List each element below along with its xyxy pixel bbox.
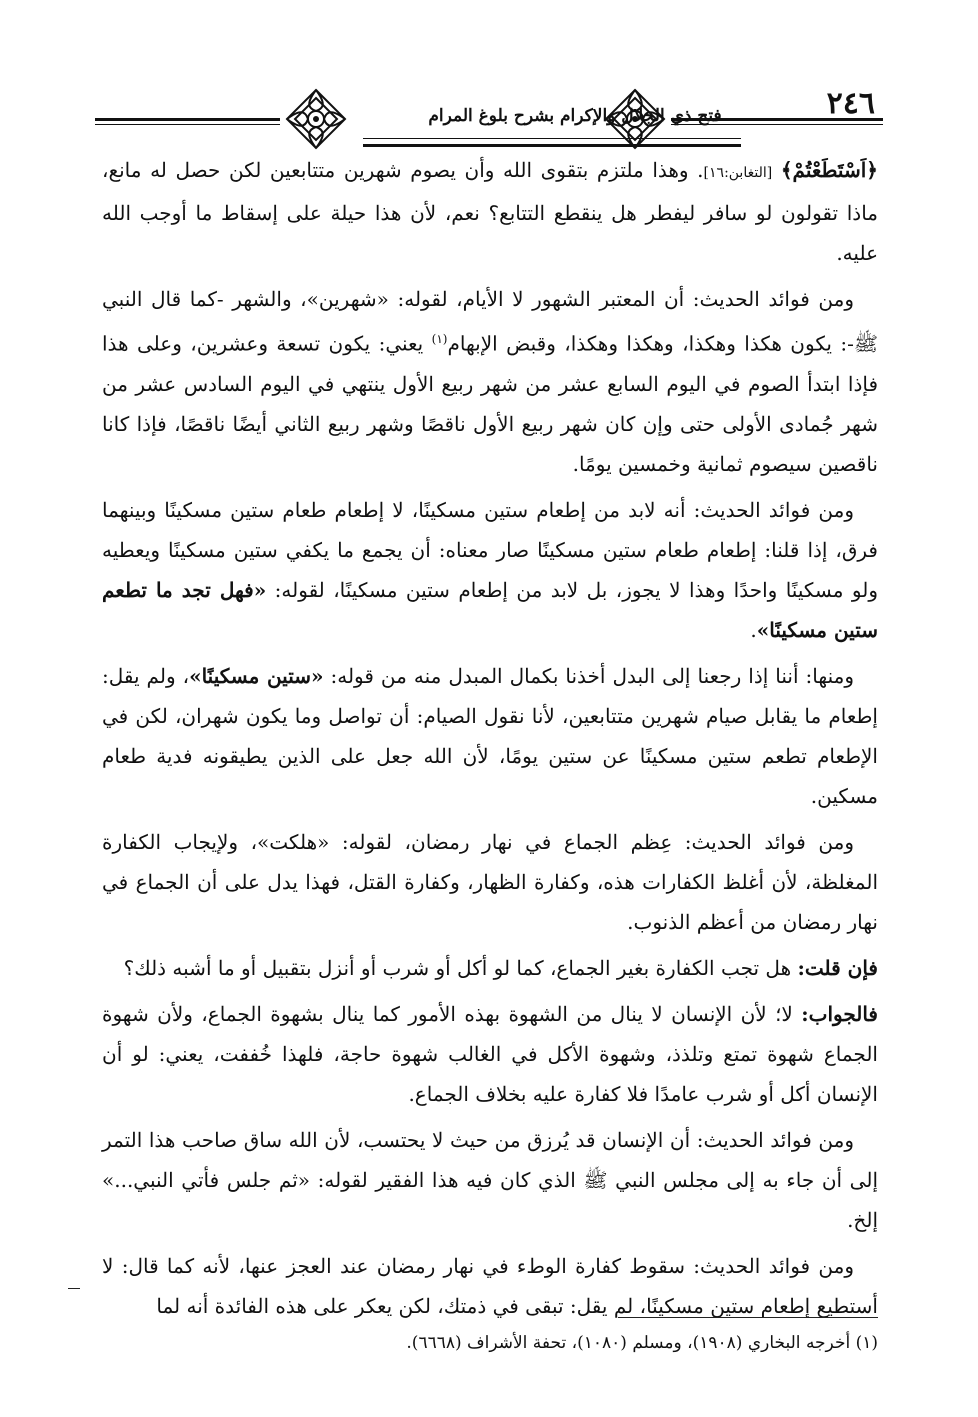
hadith-quote: «ستين مسكينًا» — [189, 663, 324, 688]
paragraph — [102, 279, 878, 484]
page-header — [95, 78, 883, 150]
paragraph-text: . — [750, 617, 757, 642]
paragraph — [102, 948, 878, 988]
paragraph-text: يعني: يكون تسعة وعشرين، وعلى هذا فإذا ابتدأ الصوم في اليوم السابع عشر من شهر ربيع الأول ينتهي في اليوم السادس عشر من شهر جُمادى الأولى حتى وإن كان شهر ربيع الأول ناقصًا وشهر ربيع الثاني أيضًا ناقصًا، فإذا كانا ناقصين سيصوم ثمانية وخمسين يومًا. — [102, 331, 878, 476]
paragraph — [102, 150, 878, 273]
running-title: فتح ذي الجلال والإكرام بشرح بلوغ المرام — [428, 106, 722, 126]
paragraph-text: ، ولم يقل: إطعام ما يقابل صيام شهرين متتابعين، لأنا نقول الصيام: أن تواصل وما يكون شهران، لكن في الإطعام تطعم ستين مسكينًا عن ستين يومًا، لأن الله جعل على الذين يطيقونه فدية طعام مسكين. — [102, 663, 878, 808]
footnote: (١) أخرجه البخاري (١٩٠٨)، ومسلم (١٠٨٠)، تحفة الأشراف (٦٦٦٨). — [406, 1333, 878, 1353]
paragraph — [102, 1120, 878, 1240]
paragraph-text: ومن فوائد الحديث: أن الإنسان قد يُرزق من حيث لا يحتسب، لأن الله ساق صاحب هذا التمر إلى أن جاء به إلى مجلس النبي ﷺ الذي كان فيه هذا الفقير لقوله: «ثم جلس فأتي النبي...» إلخ. — [102, 1127, 878, 1232]
header-rule — [363, 138, 741, 139]
hadith-quote: «فهل تجد ما تطعم ستين مسكينًا» — [102, 577, 878, 642]
question-lead: فإن قلت: — [797, 955, 878, 980]
footnote-separator — [618, 1317, 878, 1318]
header-rule — [363, 144, 741, 147]
paragraph-text: . وهذا ملتزم بتقوى الله وأن يصوم شهرين متتابعين لكن حصل له مانع، ماذا تقولون لو سافر ليفطر هل ينقطع التتابع؟ نعم، لأن هذا حيلة على إسقاط ما أوجب الله عليه. — [102, 158, 878, 265]
paragraph — [102, 994, 878, 1114]
paragraph-text: ومن فوائد الحديث: أنه لابد من إطعام ستين مسكينًا، لا إطعام طعام ستين مسكينًا وبينهما فرق، إذا قلنا: إطعام طعام ستين مسكينًا صار معناه: أن يجمع ما يكفي ستين مسكينًا ويعطيه ولو مسكينًا واحدًا وهذا لا يجوز، بل لابد من إطعام ستين مسكينًا، لقوله: — [102, 497, 878, 602]
paragraph-text: لا؛ لأن الإنسان لا ينال من الشهوة بهذه الأمور كما ينال بشهوة الجماع، ولأن شهوة الجماع شهوة تمتع وتلذذ، وشهوة الأكل في الغالب شهوة حاجة، فلهذا خُففت، يعني: لو أن الإنسان أكل أو شرب عامدًا فلا كفارة عليه بخلاف الجماع. — [102, 1001, 878, 1106]
paragraph — [102, 822, 878, 942]
header-rule — [95, 124, 280, 125]
paragraph-text: ومن فوائد الحديث: عِظم الجماع في نهار رمضان، لقوله: «هلكت»، ولإيجاب الكفارة المغلظة، لأن أغلظ الكفارات هذه، وكفارة الظهار، وكفارة القتل، فهذا يدل على أن الجماع في نهار رمضان من أعظم الذنوب. — [102, 829, 878, 934]
margin-mark — [68, 1288, 80, 1289]
paragraph-text: ومن فوائد الحديث: سقوط كفارة الوطء في نهار رمضان عند العجز عنها، لأنه كما قال: لا أستطيع إطعام ستين مسكينًا، لم يقل: تبقى في ذمتك، لكن يعكر على هذه الفائدة أنه لما — [102, 1253, 878, 1318]
paragraph-text: هل تجب الكفارة بغير الجماع، كما لو أكل أو شرب أو أنزل بتقبيل أو ما أشبه ذلك؟ — [123, 955, 798, 980]
body-text — [102, 150, 878, 1332]
footnote-marker: (١) — [431, 332, 448, 346]
paragraph — [102, 490, 878, 650]
paragraph-text: ومن فوائد الحديث: أن المعتبر الشهور لا الأيام، لقوله: «شهرين»، والشهر -كما قال النبي ﷺ-: يكون هكذا وهكذا، وهكذا وهكذا، وقبض الإبهام — [102, 287, 878, 356]
paragraph-text: ومنها: أننا إذا رجعنا إلى البدل أخذنا بكمال المبدل منه من قوله: — [323, 663, 854, 688]
header-rule — [95, 118, 280, 121]
quran-verse: ﴿اَسْتَطَعْتُمْ﴾ — [780, 158, 878, 182]
answer-lead: فالجواب: — [801, 1001, 878, 1026]
page-number: ٢٤٦ — [826, 86, 875, 121]
ornament-icon — [283, 86, 349, 152]
verse-reference: [التغابن:١٦] — [703, 165, 773, 181]
paragraph — [102, 656, 878, 816]
paragraph — [102, 1246, 878, 1326]
